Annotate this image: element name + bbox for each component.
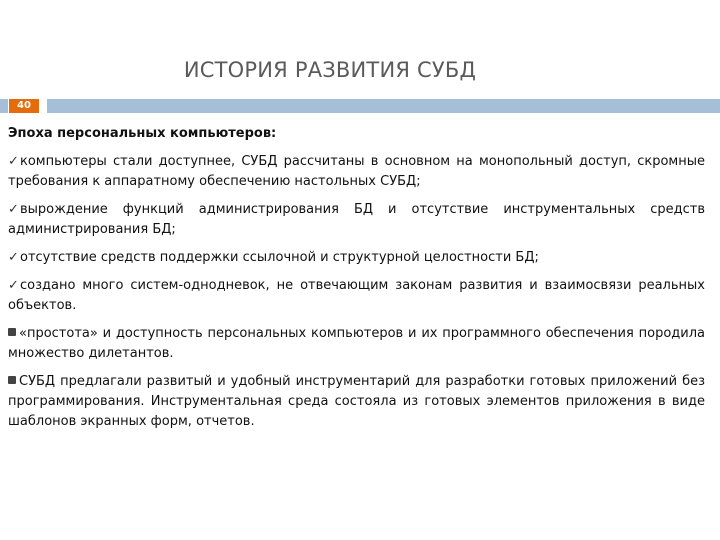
list-item-text: компьютеры стали доступнее, СУБД рассчитаны в основном на монопольный доступ, скромные требования к аппаратному обеспечению настольных СУБД;: [8, 154, 705, 189]
list-item-text: вырождение функций администрирования БД и отсутствие инструментальных средств администрирования БД;: [8, 202, 705, 237]
list-item: [8, 372, 705, 432]
slide-body: [8, 124, 705, 440]
checkmark-icon: ✓: [8, 154, 19, 169]
square-bullet-icon: [8, 328, 16, 336]
list-item: [8, 152, 705, 192]
list-item: [8, 200, 705, 240]
header-bar-right-segment: [47, 99, 720, 113]
list-item-text: отсутствие средств поддержки ссылочной и структурной целостности БД;: [20, 250, 539, 265]
checkmark-icon: ✓: [8, 250, 19, 265]
list-item-text: «простота» и доступность персональных компьютеров и их программного обеспечения породила множество дилетантов.: [8, 326, 705, 361]
header-bar-left-segment: [0, 99, 8, 113]
square-bullet-icon: [8, 376, 16, 384]
list-item-text: СУБД предлагали развитый и удобный инструментарий для разработки готовых приложений без программирования. Инструментальная среда состояла из готовых элементов приложения в виде шаблонов экранных форм, отчетов.: [8, 374, 705, 429]
list-item-text: создано много систем-однодневок, не отвечающим законам развития и взаимосвязи реальных объектов.: [8, 278, 705, 313]
slide-title: ИСТОРИЯ РАЗВИТИЯ СУБД: [183, 58, 477, 82]
page-number: 40: [9, 99, 39, 113]
list-item: [8, 276, 705, 316]
header-bar: [0, 99, 720, 113]
section-heading: Эпоха персональных компьютеров:: [8, 126, 277, 141]
checkmark-icon: ✓: [8, 278, 19, 293]
list-item: [8, 324, 705, 364]
list-item: [8, 248, 705, 268]
checkmark-icon: ✓: [8, 202, 19, 217]
